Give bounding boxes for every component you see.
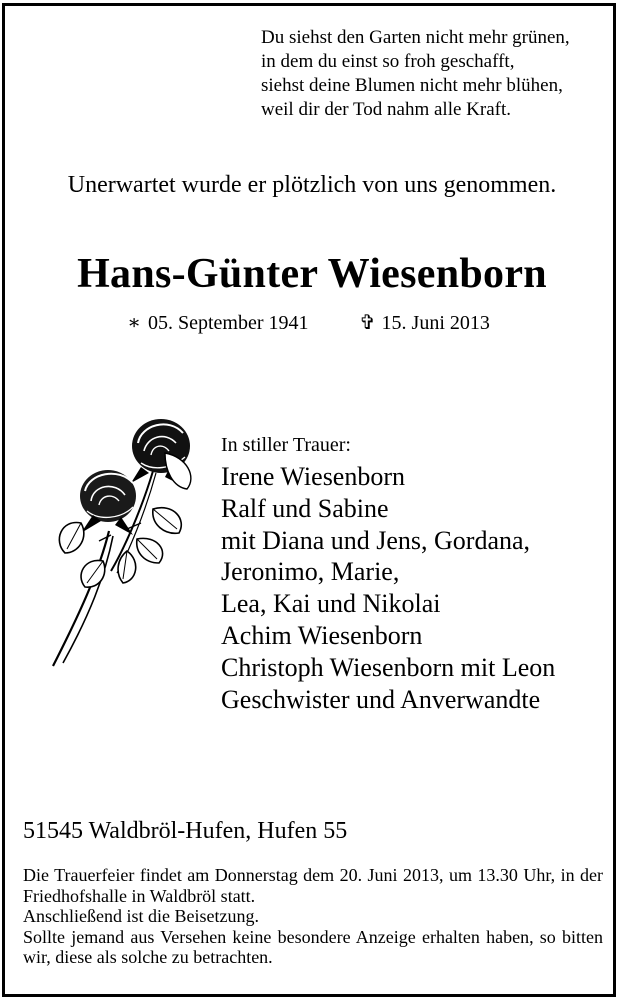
poem-line: in dem du einst so froh geschafft, (261, 51, 515, 72)
life-dates (125, 310, 490, 336)
funeral-notice (23, 865, 603, 968)
mourning-heading: In stiller Trauer: (221, 434, 351, 456)
rose-illustration (41, 411, 201, 673)
poem-line: weil dir der Tod nahm alle Kraft. (261, 99, 511, 120)
mourner-line: Jeronimo, Marie, (221, 557, 400, 587)
birth-date: 05. September 1941 (148, 312, 309, 334)
mourner-line: Lea, Kai und Nikolai (221, 589, 441, 619)
death-date: 15. Juni 2013 (381, 312, 490, 334)
mourner-line: Christoph Wiesenborn mit Leon (221, 652, 556, 682)
poem (261, 26, 611, 122)
deceased-name: Hans-Günter Wiesenborn (77, 251, 547, 297)
mourner-line: Geschwister und Anverwandte (221, 684, 541, 714)
address: 51545 Waldbröl-Hufen, Hufen 55 (23, 818, 348, 844)
poem-line: Du siehst den Garten nicht mehr grünen, (261, 27, 570, 48)
cross-icon: ✞ (359, 312, 376, 334)
mourners-list (221, 461, 555, 715)
notice-paragraph: Sollte jemand aus Versehen keine besondere Anzeige erhalten haben, so bitten wir, diese als solche zu betrachten. (23, 926, 603, 967)
mourner-line: mit Diana und Jens, Gordana, (221, 525, 531, 555)
mourner-line: Ralf und Sabine (221, 493, 389, 523)
mourner-line: Achim Wiesenborn (221, 620, 423, 650)
intro-text: Unerwartet wurde er plötzlich von uns genommen. (67, 172, 557, 198)
notice-paragraph: Die Trauerfeier findet am Donnerstag dem 20. Juni 2013, um 13.30 Uhr, in der Friedhofshalle in Waldbröl statt. (23, 865, 603, 906)
notice-paragraph: Anschließend ist die Beisetzung. (23, 906, 259, 926)
birth-star-icon: ∗ (127, 312, 141, 334)
poem-line: siehst deine Blumen nicht mehr blühen, (261, 75, 563, 96)
mourner-line: Irene Wiesenborn (221, 462, 406, 491)
obituary-frame (2, 3, 616, 997)
